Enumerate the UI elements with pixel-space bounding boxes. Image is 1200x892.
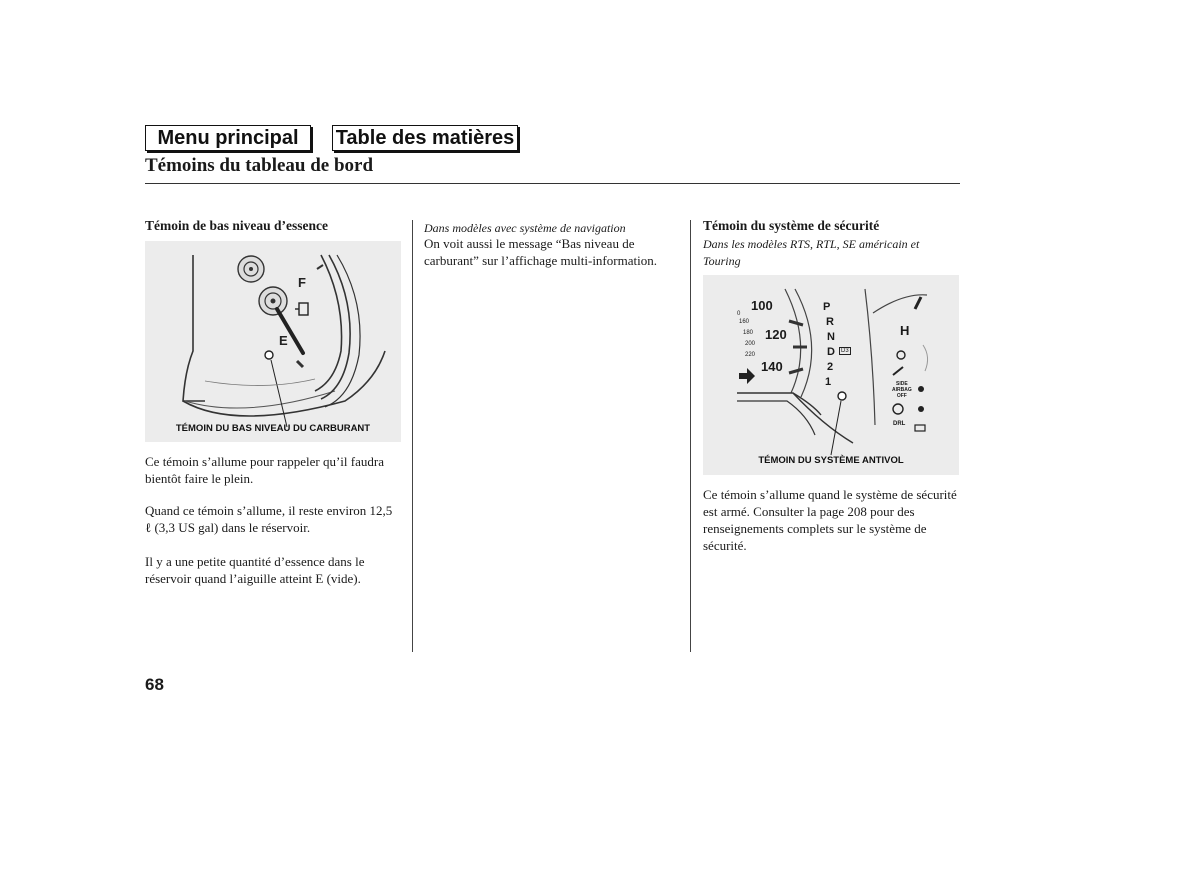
gear-2: 2 — [827, 361, 834, 373]
brake-icon — [893, 404, 903, 414]
speed-label-120: 120 — [765, 327, 787, 342]
kmh-label-0: 0 — [737, 311, 741, 317]
gear-1: 1 — [825, 376, 832, 388]
kmh-label-160: 160 — [739, 319, 750, 325]
page-title: Témoins du tableau de bord — [145, 155, 374, 176]
gauge-empty-label: E — [279, 333, 288, 348]
fuel-paragraph-2: Quand ce témoin s’allume, il reste environ 12,5 ℓ (3,3 US gal) dans le réservoir. — [145, 503, 393, 535]
kmh-label-220: 220 — [745, 352, 756, 358]
speed-label-100: 100 — [751, 298, 773, 313]
navigation-paragraph: On voit aussi le message “Bas niveau de carburant” sur l’affichage multi-information. — [424, 236, 657, 268]
gear-p: P — [823, 301, 831, 313]
security-figure-caption: TÉMOIN DU SYSTÈME ANTIVOL — [758, 455, 904, 466]
table-of-contents-button[interactable]: Table des matières — [332, 125, 518, 151]
drl-label: DRL — [893, 421, 906, 427]
page-number: 68 — [145, 675, 164, 694]
gear-n: N — [827, 331, 835, 343]
main-menu-button[interactable]: Menu principal — [145, 125, 311, 151]
temp-hot-label: H — [900, 323, 910, 338]
security-heading: Témoin du système de sécurité — [703, 218, 880, 233]
fuel-paragraph-1: Ce témoin s’allume pour rappeler qu’il faudra bientôt faire le plein. — [145, 454, 384, 486]
speed-label-140: 140 — [761, 359, 783, 374]
gear-badge-d3: D3 — [841, 348, 849, 354]
kmh-label-200: 200 — [745, 341, 756, 347]
fuel-gauge-illustration — [145, 241, 401, 442]
fuel-figure-caption: TÉMOIN DU BAS NIVEAU DU CARBURANT — [175, 423, 371, 434]
fuel-warning-heading: Témoin de bas niveau d’essence — [145, 218, 329, 233]
fuel-gauge-figure — [145, 241, 401, 442]
gear-d: D — [827, 346, 835, 358]
fuel-paragraph-3: Il y a une petite quantité d’essence dans le réservoir quand l’aiguille atteint E (vide). — [145, 554, 365, 586]
side-airbag-off-label: SIDE AIRBAG OFF — [892, 381, 912, 399]
column-divider-1 — [412, 220, 413, 652]
column-divider-2 — [690, 220, 691, 652]
airbag-icon — [918, 406, 924, 412]
gauge-full-label: F — [298, 275, 306, 290]
title-divider — [145, 183, 960, 184]
navigation-note: Dans modèles avec système de navigation — [424, 221, 626, 235]
security-dash-illustration — [703, 275, 959, 475]
gear-r: R — [826, 316, 834, 328]
security-figure — [703, 275, 959, 475]
security-paragraph: Ce témoin s’allume quand le système de sécurité est armé. Consulter la page 208 pour des renseignements complets sur le système de sécurité. — [703, 487, 957, 553]
fuel-pump-icon — [299, 303, 308, 315]
security-note: Dans les modèles RTS, RTL, SE américain et Touring — [703, 237, 920, 268]
seatbelt-icon — [918, 386, 924, 392]
engine-icon — [897, 351, 905, 359]
kmh-label-180: 180 — [743, 330, 754, 336]
drl-icon — [915, 425, 925, 431]
wrench-icon — [893, 367, 903, 375]
